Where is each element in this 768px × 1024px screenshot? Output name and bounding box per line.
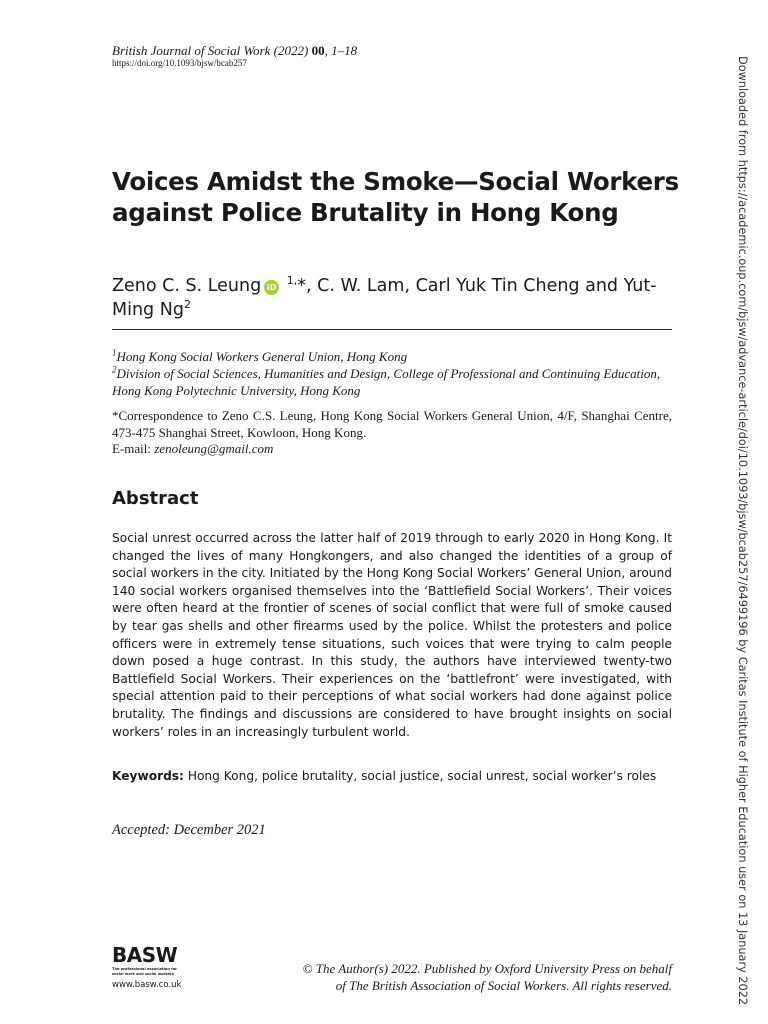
first-author: Zeno C. S. Leung xyxy=(112,276,262,296)
copyright-line-1: The Author(s) 2022. Published by Oxford University Press on behalf xyxy=(315,961,672,976)
affiliations xyxy=(112,348,672,399)
affiliation-text: Division of Social Sciences, Humanities and Design, College of Professional and Continuing Education, Hong Kong Polytechnic University, Hong Kong xyxy=(112,366,661,398)
abstract-heading: Abstract xyxy=(112,488,199,509)
basw-tagline: The professional association for social work and social workers xyxy=(112,967,177,976)
copyright-notice xyxy=(242,960,672,994)
title-divider xyxy=(112,329,672,330)
abstract-body: Social unrest occurred across the latter half of 2019 through to early 2020 in Hong Kong. It changed the lives of many Hongkongers, and also changed the identities of a group of social workers in the city. Initiated by the Hong Kong Social Workers’ General Union, around 140 social workers organised themselves into the ‘Battlefield Social Workers’. Their voices were often heard at the frontier of scenes of social conflict that were full of smoke caused by tear gas shells and other firearms used by the police. Whilst the protesters and police officers were in extremely tense situations, such voices that were trying to calm people down posed a huge contrast. In this study, the authors have interviewed twenty-two Battlefield Social Workers. Their experiences on the ‘battlefront’ were investigated, with special attention paid to their perceptions of what social workers had done against police brutality. The findings and discussions are considered to have brought insights on social workers’ roles in an increasingly turbulent world. xyxy=(112,531,672,739)
email-link[interactable]: zenoleung@gmail.com xyxy=(154,441,274,456)
journal-name: British Journal of Social Work (2022) xyxy=(112,43,309,58)
affiliation-text: Hong Kong Social Workers General Union, Hong Kong xyxy=(116,349,408,364)
journal-citation xyxy=(112,43,357,59)
author-list xyxy=(112,274,682,322)
copyright-icon: © xyxy=(302,961,313,976)
keywords-label: Keywords: xyxy=(112,769,184,783)
basw-wordmark: BASW xyxy=(112,943,178,967)
last-author-affiliation: 2 xyxy=(183,298,191,312)
article-title: Voices Amidst the Smoke—Social Workers against Police Brutality in Hong Kong xyxy=(112,167,679,227)
affiliation-number: 1 xyxy=(112,347,117,358)
affiliation-item xyxy=(112,365,672,399)
accepted-date: Accepted: December 2021 xyxy=(112,822,266,838)
first-author-affiliation: 1, xyxy=(286,274,298,288)
orcid-icon[interactable]: iD xyxy=(264,280,279,295)
basw-logo xyxy=(112,944,182,990)
download-notice: Downloaded from https://academic.oup.com/bjsw/advance-article/doi/10.1093/bjsw/bcab257/6499196 by Caritas Institute of Higher Education user on 13 January 2022 xyxy=(736,56,749,1006)
journal-pages: , 1–18 xyxy=(324,43,358,58)
doi-link[interactable]: https://doi.org/10.1093/bjsw/bcab257 xyxy=(112,58,247,68)
coauthors: *, C. W. Lam, Carl Yuk Tin Cheng and Yut-Ming Ng xyxy=(112,276,657,320)
correspondence xyxy=(112,408,672,458)
email-label: E-mail: xyxy=(112,441,151,456)
keywords xyxy=(112,768,672,786)
journal-volume: 00 xyxy=(311,43,325,58)
affiliation-number: 2 xyxy=(112,364,117,375)
affiliation-item xyxy=(112,348,672,365)
copyright-line-2: of The British Association of Social Workers. All rights reserved. xyxy=(335,978,672,993)
basw-url[interactable]: www.basw.co.uk xyxy=(112,980,182,990)
correspondence-address: *Correspondence to Zeno C.S. Leung, Hong Kong Social Workers General Union, 4/F, Shanghai Centre, 473-475 Shanghai Street, Kowloon, Hong Kong. xyxy=(112,408,672,440)
keywords-text: Hong Kong, police brutality, social justice, social unrest, social worker’s roles xyxy=(187,769,657,783)
